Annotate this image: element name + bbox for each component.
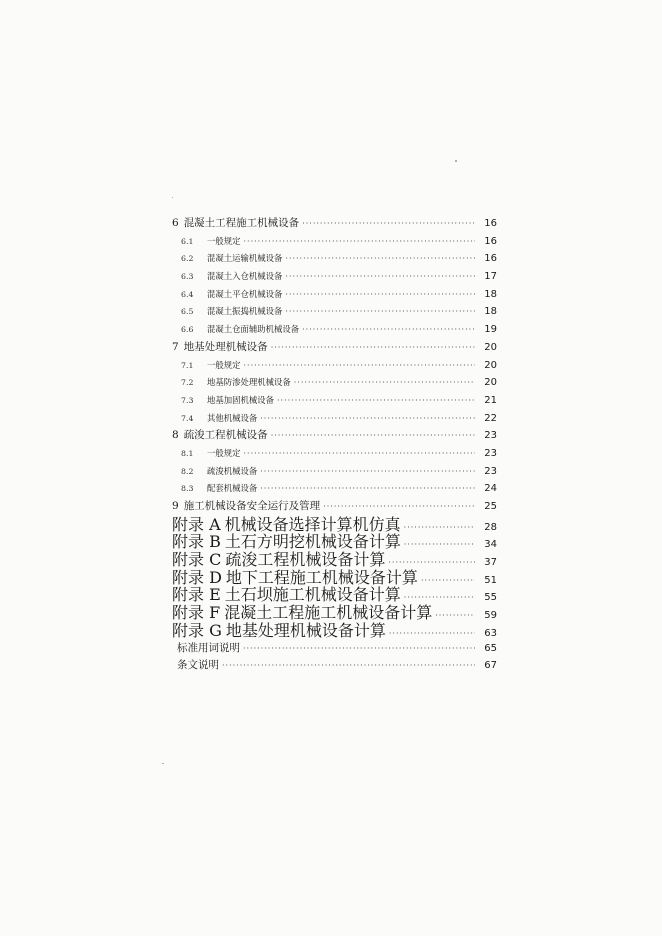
toc-entry-page: 59 [484, 610, 497, 622]
toc-entry-page: 17 [484, 271, 497, 283]
toc-entry-title: 疏浚工程机械设备计算 [225, 550, 386, 570]
toc-entry-page: 16 [484, 253, 497, 265]
toc-entry-number: 附录 E [172, 585, 221, 605]
toc-entry-page: 55 [484, 592, 497, 604]
toc-entry[interactable] [172, 498, 497, 516]
toc-entry-page: 16 [484, 235, 497, 247]
toc-entry-page: 18 [484, 288, 497, 300]
toc-entry-page: 23 [484, 430, 497, 442]
toc-entry-page: 23 [484, 465, 497, 477]
toc-entry-title: 地基处理机械设备计算 [225, 620, 386, 640]
toc-entry-title: 标准用词说明 [177, 641, 240, 654]
toc-entry-page: 20 [484, 377, 497, 389]
toc-entry-page: 19 [484, 324, 497, 336]
toc-entry-title: 混凝土入仓机械设备 [207, 271, 283, 282]
dot-leader [285, 303, 475, 321]
toc-entry-page: 67 [484, 660, 497, 672]
dot-leader [285, 268, 475, 286]
toc-entry[interactable] [172, 480, 497, 498]
toc-entry-number: 6.1 [181, 236, 194, 246]
toc-entry-page: 20 [484, 359, 497, 371]
toc-entry-title: 混凝土工程施工机械设备 [183, 217, 300, 229]
toc-entry-number: 6.5 [181, 307, 194, 317]
toc-entry-number: 6.3 [181, 272, 194, 282]
toc-entry-number: 附录 F [172, 603, 221, 623]
dot-leader [302, 321, 475, 339]
dot-leader [260, 463, 475, 481]
dot-leader [404, 519, 475, 537]
toc-entry[interactable] [172, 339, 497, 357]
toc-entry-number: 附录 G [172, 620, 222, 640]
toc-entry[interactable] [172, 640, 497, 658]
toc-entry[interactable] [172, 657, 497, 675]
toc-entry-title: 混凝土仓面辅助机械设备 [207, 324, 300, 335]
toc-entry[interactable] [172, 233, 497, 251]
dot-leader [271, 339, 475, 357]
toc-entry-title: 土石坝施工机械设备计算 [224, 585, 401, 605]
dot-leader [294, 374, 475, 392]
toc-entry-title: 混凝土平仓机械设备 [207, 288, 283, 299]
dot-leader [244, 233, 476, 251]
toc-entry-number: 7.1 [181, 360, 194, 370]
toc-entry[interactable] [172, 533, 497, 551]
toc-entry-number: 9 [172, 500, 179, 512]
toc-entry[interactable] [172, 604, 497, 622]
toc-entry-title: 地基加固机械设备 [207, 394, 274, 405]
toc-entry[interactable] [172, 392, 497, 410]
scan-speck [172, 197, 173, 198]
toc-entry[interactable] [172, 215, 497, 233]
toc-entry[interactable] [172, 569, 497, 587]
toc-entry[interactable] [172, 516, 497, 534]
toc-entry-number: 6.6 [181, 325, 194, 335]
toc-entry-page: 65 [484, 642, 497, 654]
toc-entry[interactable] [172, 551, 497, 569]
dot-leader [285, 250, 475, 268]
toc-entry-number: 附录 D [172, 567, 222, 587]
toc-entry-number: 7.3 [181, 395, 194, 405]
toc-entry-page: 34 [484, 539, 497, 551]
toc-entry[interactable] [172, 250, 497, 268]
toc-entry-number: 8.1 [181, 448, 194, 458]
dot-leader [260, 410, 475, 428]
toc-entry-title: 疏浚机械设备 [207, 465, 258, 476]
toc-entry-title: 一般规定 [207, 359, 241, 370]
dot-leader [222, 657, 475, 675]
toc-entry-title: 其他机械设备 [207, 412, 258, 423]
dot-leader [435, 607, 475, 625]
toc-entry-number: 8 [172, 429, 179, 442]
toc-entry-title: 施工机械设备安全运行及管理 [183, 500, 321, 512]
scan-speck [162, 763, 164, 764]
toc-entry-title: 疏浚工程机械设备 [183, 429, 268, 442]
toc-entry-page: 23 [484, 447, 497, 459]
toc-entry-page: 24 [484, 483, 497, 495]
toc-entry[interactable] [172, 268, 497, 286]
toc-entry-title: 土石方明挖机械设备计算 [224, 532, 401, 552]
toc-entry-number: 8.3 [181, 484, 194, 494]
toc-entry-title: 地基防渗处理机械设备 [207, 377, 291, 388]
dot-leader [302, 215, 475, 233]
toc-entry-page: 18 [484, 306, 497, 318]
toc-entry[interactable] [172, 586, 497, 604]
toc-entry[interactable] [172, 445, 497, 463]
dot-leader [404, 536, 475, 554]
toc-entry[interactable] [172, 410, 497, 428]
toc-entry-number: 附录 C [172, 550, 222, 570]
toc-entry[interactable] [172, 321, 497, 339]
toc-entry-number: 7.2 [181, 378, 194, 388]
toc-entry-title: 条文说明 [177, 659, 219, 672]
toc-entry[interactable] [172, 374, 497, 392]
dot-leader [421, 572, 475, 590]
toc-entry-title: 混凝土振捣机械设备 [207, 306, 283, 317]
toc-entry-page: 25 [484, 501, 497, 512]
toc-entry[interactable] [172, 286, 497, 304]
table-of-contents [172, 215, 497, 675]
toc-entry-number: 附录 A [172, 514, 221, 534]
dot-leader [323, 498, 475, 516]
toc-entry-number: 附录 B [172, 532, 221, 552]
toc-entry-page: 63 [484, 627, 497, 639]
toc-entry[interactable] [172, 427, 497, 445]
toc-entry[interactable] [172, 622, 497, 640]
toc-entry-page: 21 [484, 394, 497, 406]
scan-speck [455, 160, 457, 162]
toc-entry-number: 6 [172, 217, 179, 229]
dot-leader [271, 427, 475, 445]
dot-leader [260, 480, 475, 498]
toc-entry-number: 6.2 [181, 254, 194, 264]
toc-entry-title: 一般规定 [207, 447, 241, 458]
toc-entry-page: 22 [484, 412, 497, 424]
dot-leader [285, 286, 475, 304]
toc-entry-title: 一般规定 [207, 235, 241, 246]
dot-leader [244, 445, 476, 463]
toc-entry-number: 7 [172, 340, 179, 353]
toc-entry-number: 8.2 [181, 466, 194, 476]
toc-entry-title: 机械设备选择计算机仿真 [224, 514, 401, 534]
toc-entry[interactable] [172, 303, 497, 321]
toc-entry-number: 7.4 [181, 413, 194, 423]
toc-entry-page: 37 [484, 557, 497, 569]
toc-entry-title: 混凝土运输机械设备 [207, 253, 283, 264]
toc-entry-number: 6.4 [181, 289, 194, 299]
dot-leader [244, 357, 476, 375]
toc-entry-title: 混凝土工程施工机械设备计算 [224, 603, 433, 623]
dot-leader [277, 392, 475, 410]
toc-entry-page: 16 [484, 218, 497, 229]
dot-leader [243, 640, 475, 658]
toc-entry-title: 地下工程施工机械设备计算 [225, 567, 418, 587]
toc-entry-title: 地基处理机械设备 [183, 340, 268, 353]
toc-entry[interactable] [172, 463, 497, 481]
toc-entry-page: 28 [484, 521, 497, 533]
toc-entry-title: 配套机械设备 [207, 483, 258, 494]
toc-entry-page: 51 [484, 574, 497, 586]
toc-entry-page: 20 [484, 341, 497, 353]
toc-entry[interactable] [172, 357, 497, 375]
